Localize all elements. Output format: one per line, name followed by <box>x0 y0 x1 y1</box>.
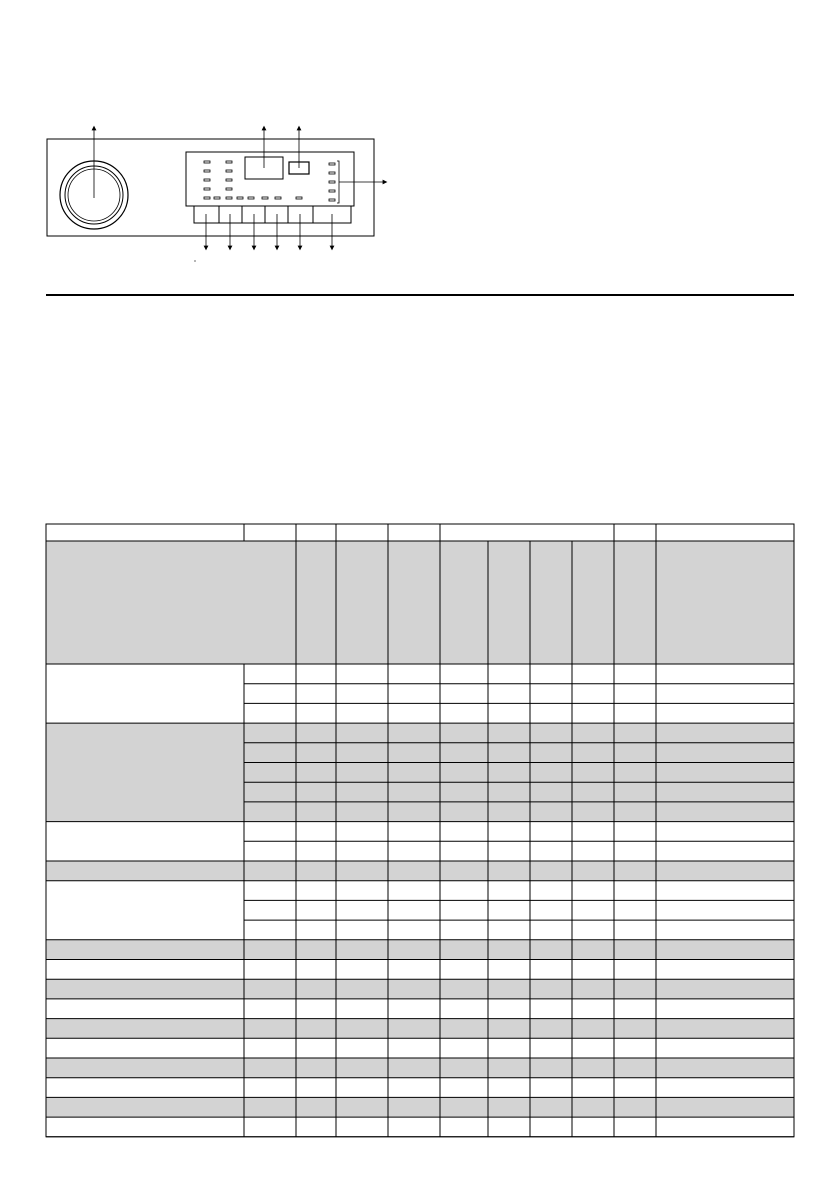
table-group-shade <box>46 723 794 822</box>
table-group-shade <box>46 940 794 960</box>
table-group-shade <box>46 1019 794 1039</box>
table-header-shade <box>46 541 794 664</box>
table-group-shade <box>46 1058 794 1078</box>
table-group-shade <box>46 1097 794 1117</box>
table-group-shade <box>46 861 794 881</box>
table-group-shade <box>46 979 794 999</box>
